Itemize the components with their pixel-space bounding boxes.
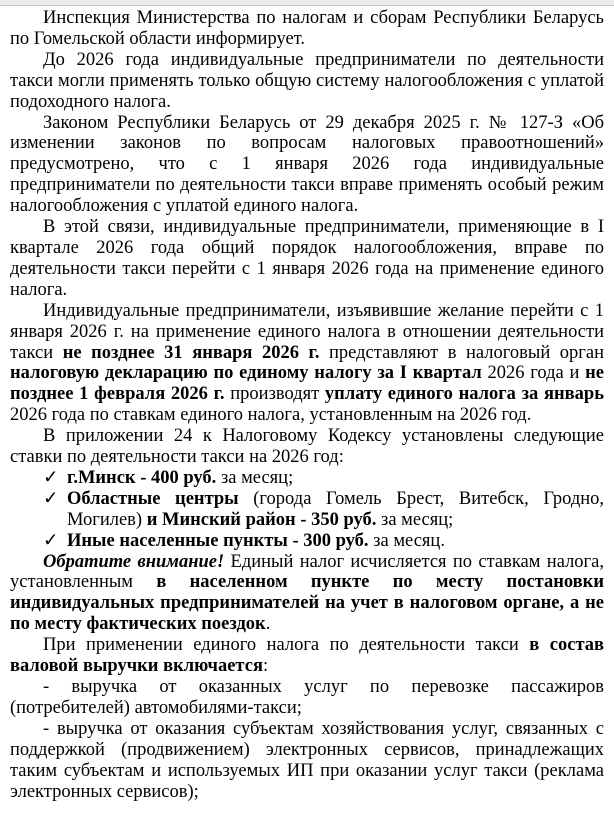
text-run: В этой связи, индивидуальные предприниматели, применяющие в I квартале 2026 года общий порядок налогообложения, вправе по деятельности такси перейти с 1 января 2026 года на применение единого налога. xyxy=(10,217,604,300)
text-run: - выручка от оказанных услуг по перевозке пассажиров (потребителей) автомобилями-такси; xyxy=(10,677,604,718)
list-item xyxy=(10,489,604,531)
paragraph xyxy=(10,301,604,426)
text-run: уплату единого налога за январь xyxy=(324,384,604,405)
text-run: за месяц; xyxy=(376,509,454,530)
paragraph xyxy=(10,113,604,218)
text-run: (города Гомель Брест, Витебск, Гродно, Могилев) xyxy=(67,488,605,530)
text-run: Законом Республики Беларусь от 29 декабря 2025 г. № 127-З «Об изменении законов по вопросам налоговых правоотношений» предусмотрено, что с 1 января 2026 года индивидуальные предприниматели по деятельности такси вправе применять особый режим налогообложения с уплатой единого налога. xyxy=(10,112,604,217)
text-run: не позднее 1 февраля 2026 г. xyxy=(10,363,604,405)
text-run: Иные населенные пункты - 300 руб. xyxy=(67,530,369,551)
text-run: налоговую декларацию по единому налогу за I квартал xyxy=(10,363,482,384)
document-body xyxy=(0,6,614,802)
text-run: Единый налог исчисляется по ставкам налога, установленным xyxy=(10,551,604,593)
checkmark-icon: ✓ xyxy=(43,467,59,488)
list-item xyxy=(10,468,604,489)
text-run: До 2026 года индивидуальные предприниматели по деятельности такси могли применять только общую систему налогообложения с уплатой подоходного налога. xyxy=(10,49,604,112)
checkmark-icon: ✓ xyxy=(43,530,59,551)
text-run: Областные центры xyxy=(67,488,239,509)
text-run: : xyxy=(262,656,269,677)
paragraph xyxy=(10,719,604,803)
text-run: производят xyxy=(224,384,325,405)
paragraph xyxy=(10,426,604,468)
text-run: . xyxy=(265,614,271,635)
text-run: При применении единого налога по деятельности такси xyxy=(43,635,530,656)
paragraph xyxy=(10,8,604,50)
text-run: В приложении 24 к Налоговому Кодексу установлены следующие ставки по деятельности такси на 2026 год: xyxy=(10,426,604,468)
paragraph xyxy=(10,50,604,113)
text-run: Обратите внимание! xyxy=(43,551,225,572)
text-run: Индивидуальные предприниматели, изъявившие желание перейти с 1 января 2026 г. на применение единого налога в отношении деятельности такси xyxy=(10,300,604,363)
checkmark-icon: ✓ xyxy=(43,488,59,509)
text-run: и Минский район - 350 руб. xyxy=(146,509,377,530)
text-run: г.Минск - 400 руб. xyxy=(67,467,217,488)
text-run: не позднее 31 января 2026 г. xyxy=(62,342,320,363)
text-run: - выручка от оказания субъектам хозяйствования услуг, связанных с поддержкой (продвижением) электронных сервисов, принадлежащих таким субъектам и используемых ИП при оказании услуг такси (реклама электронных сервисов); xyxy=(10,718,604,802)
text-run: Инспекция Министерства по налогам и сборам Республики Беларусь по Гомельской области информирует. xyxy=(10,8,604,49)
paragraph xyxy=(10,552,604,636)
text-run: за месяц; xyxy=(216,467,294,488)
text-run: 2026 года и xyxy=(481,363,586,384)
list-item xyxy=(10,531,604,552)
paragraph xyxy=(10,635,604,677)
text-run: за месяц. xyxy=(368,530,445,551)
text-run: в населенном пункте по месту постановки индивидуальных предпринимателей на учет в налоговом органе, а не по месту фактических поездок xyxy=(10,572,604,635)
text-run: представляют в налоговый орган xyxy=(319,342,604,363)
paragraph xyxy=(10,677,604,719)
text-run: 2026 года по ставкам единого налога, установленным на 2026 год. xyxy=(10,405,532,426)
text-run: в состав валовой выручки включается xyxy=(10,635,605,677)
paragraph xyxy=(10,217,604,301)
